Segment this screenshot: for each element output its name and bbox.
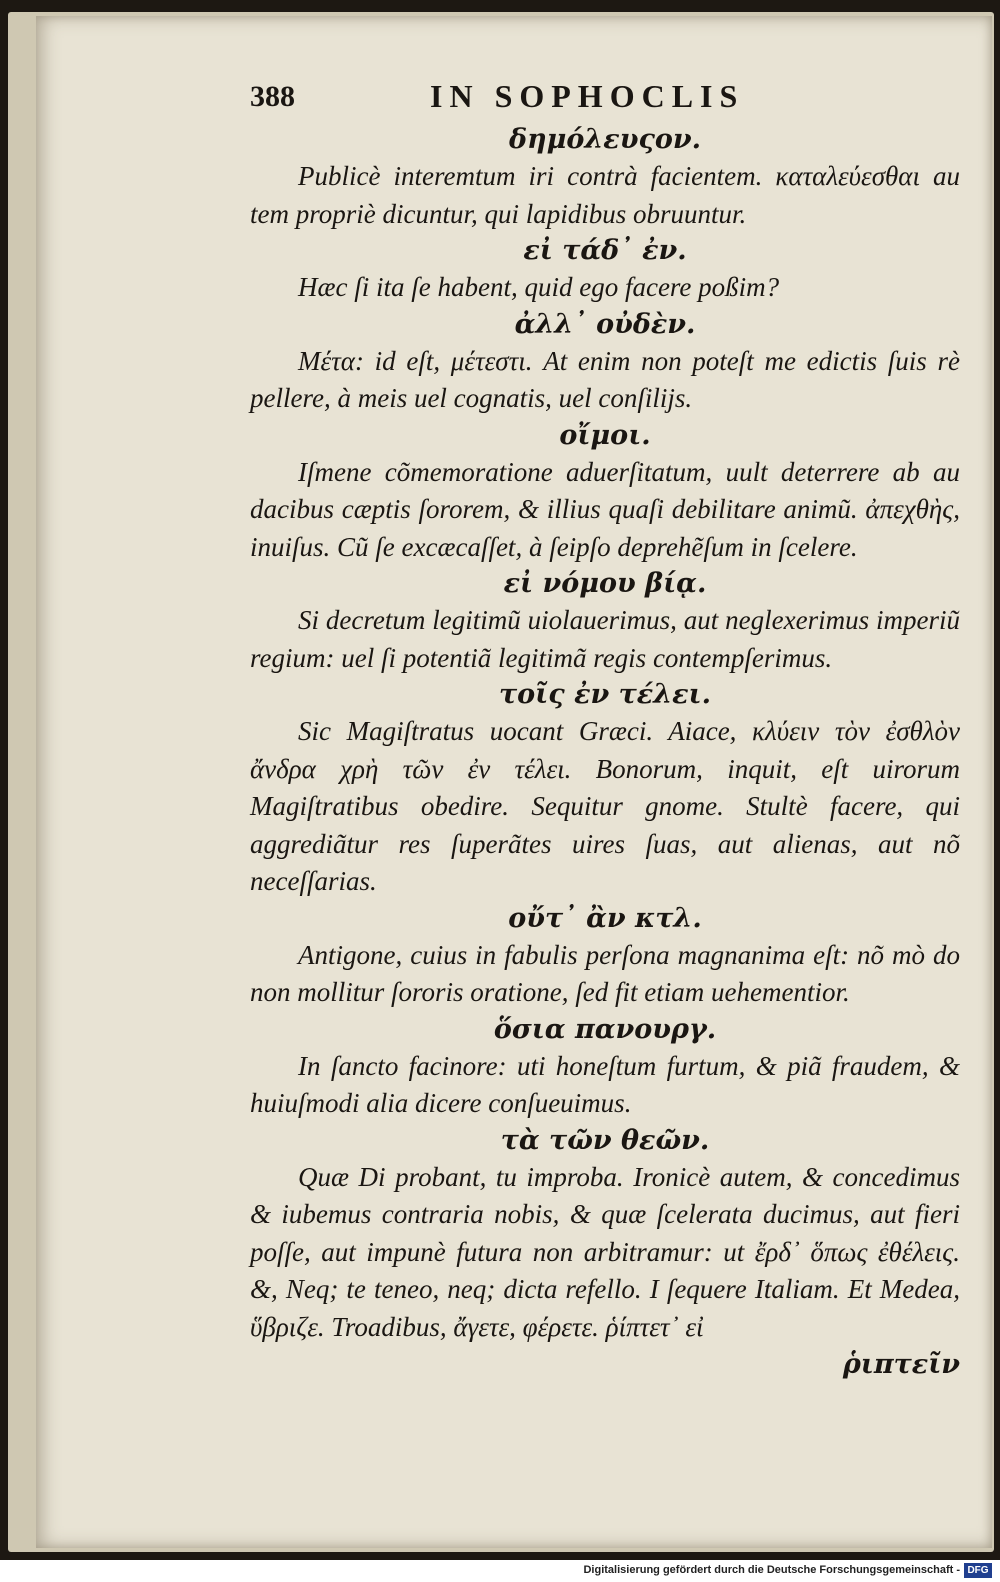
commentary-paragraph: Μέτα: id eſt, μέτεστι. At enim non poteſt me edictis ſuis rè pellere, à meis uel cognatis, uel conſilijs. [250,345,960,413]
greek-lemma: ὅσια πανουργ. [493,1013,717,1045]
greek-lemma: εἰ νόμου βίᾳ. [503,568,707,599]
commentary-paragraph: Hæc ſi ita ſe habent, quid ego facere poßim? [298,272,780,302]
commentary-paragraph: Sic Magiſtratus uocant Græci. Aiace, κλύειν τὸν ἐσθλὸν ἄνδρα χρὴ τῶν ἐν τέλει. Bonorum, inquit, eſt uirorum Magiſtratibus obedire. Sequitur gnome. Stultè facere, qui aggrediãtur res ſuperãtes uires ſuas, aut alienas, aut nõ neceſſarias. [250,716,960,896]
commentary-paragraph: In ſancto facinore: uti honeſtum furtum, & piã fraudem, & huiuſmodi alia dicere conſueuimus. [250,1050,960,1118]
catchword: ῥιπτεῖν [842,1349,960,1380]
commentary-paragraph: Si decretum legitimũ uiolauerimus, aut neglexerimus imperiũ regium: uel ſi potentiã legitimã regis contempſerimus. [250,605,960,673]
page-number: 388 [250,80,295,113]
commentary-paragraph: Iſmene cõmemoratione aduerſitatum, uult deterrere ab au dacibus cæptis ſororem, & illius quaſi debilitare animũ. ἀπεχθὴς, inuiſus. Cũ ſe excæcaſſet, à ſeipſo deprehẽſum in ſcelere. [250,456,960,562]
greek-lemma: δημόλευςον. [508,124,702,155]
text-block [250,70,960,1383]
greek-lemma: εἰ τάδ᾽ ἐν. [523,235,687,266]
dfg-logo-icon: DFG [964,1563,992,1578]
running-head [250,70,960,122]
funding-credit: Digitalisierung gefördert durch die Deutsche Forschungsgemeinschaft - [583,1564,960,1576]
greek-lemma: οἴμοι. [559,419,651,451]
commentary-paragraph: Antigone, cuius in fabulis perſona magnanima eſt: nõ mò do non mollitur ſororis oratione, ſed fit etiam uehementior. [250,939,960,1007]
greek-lemma: ἀλλ᾽ οὐδὲν. [514,308,696,340]
footer-bar [0,1560,1000,1582]
greek-lemma: οὔτ᾽ ἂν κτλ. [508,902,702,934]
greek-lemma: τοῖς ἐν τέλει. [498,679,712,710]
running-title: IN SOPHOCLIS [430,78,745,114]
greek-lemma: τὰ τῶν θεῶν. [500,1124,710,1156]
commentary-paragraph: Quæ Di probant, tu improba. Ironicè autem, & concedimus & iubemus contraria nobis, & quæ ſcelerata ducimus, aut fieri poſſe, aut impunè futura non arbitramur: ut ἔρδ᾽ ὅπως ἐθέλεις. &, Neq; te teneo, neq; dicta refello. I ſequere Italiam. Et Medea, ὕβριζε. Troadibus, ἄγετε, φέρετε. ῥίπτετ᾽ εἰ [250,1161,960,1342]
commentary-paragraph: Publicè interemtum iri contrà facientem. καταλεύεσθαι au tem propriè dicuntur, qui lapidibus obruuntur. [250,161,960,229]
